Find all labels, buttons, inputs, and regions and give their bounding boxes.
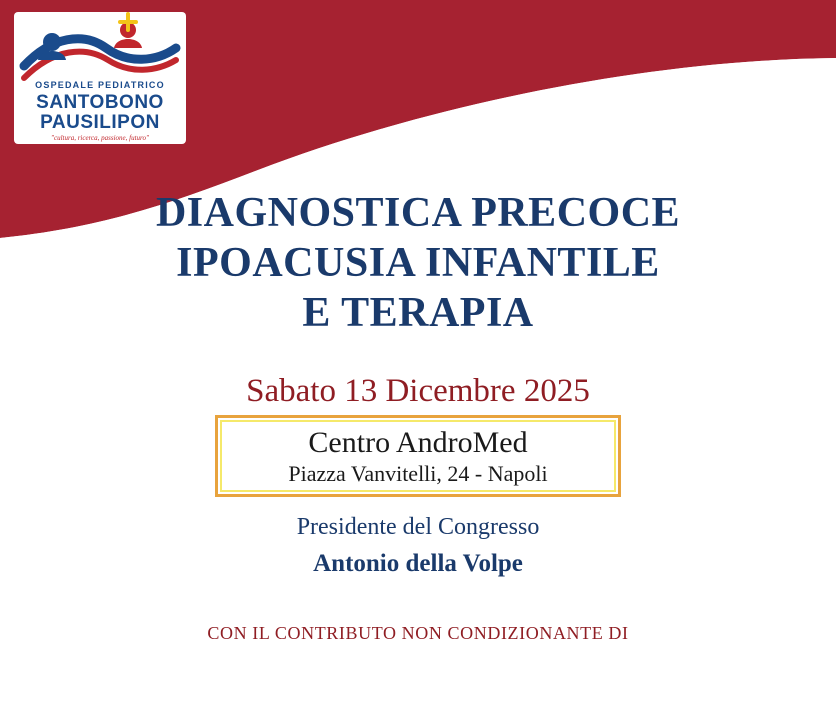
president-block <box>0 512 836 580</box>
page-title <box>0 188 836 338</box>
president-role: Presidente del Congresso <box>296 514 540 540</box>
svg-text:PAUSILIPON: PAUSILIPON <box>40 112 160 133</box>
title-line-2: IPOACUSIA INFANTILE <box>176 240 660 286</box>
title-line-3: E TERAPIA <box>302 290 534 336</box>
president-name: Antonio della Volpe <box>313 550 523 577</box>
venue-address: Piazza Vanvitelli, 24 - Napoli <box>288 460 548 486</box>
svg-text:"cultura, ricerca, passione, f: "cultura, ricerca, passione, futuro" <box>51 134 149 142</box>
venue-name: Centro AndroMed <box>308 425 528 459</box>
svg-text:SANTOBONO: SANTOBONO <box>36 92 164 113</box>
venue-box <box>215 415 621 497</box>
title-line-1: DIAGNOSTICA PRECOCE <box>155 190 681 236</box>
sponsor-note: CON IL CONTRIBUTO NON CONDIZIONANTE DI <box>207 623 629 643</box>
event-date: Sabato 13 Dicembre 2025 <box>246 373 590 409</box>
svg-text:OSPEDALE PEDIATRICO: OSPEDALE PEDIATRICO <box>35 80 165 90</box>
santobono-pausilipon-logo <box>10 8 190 148</box>
